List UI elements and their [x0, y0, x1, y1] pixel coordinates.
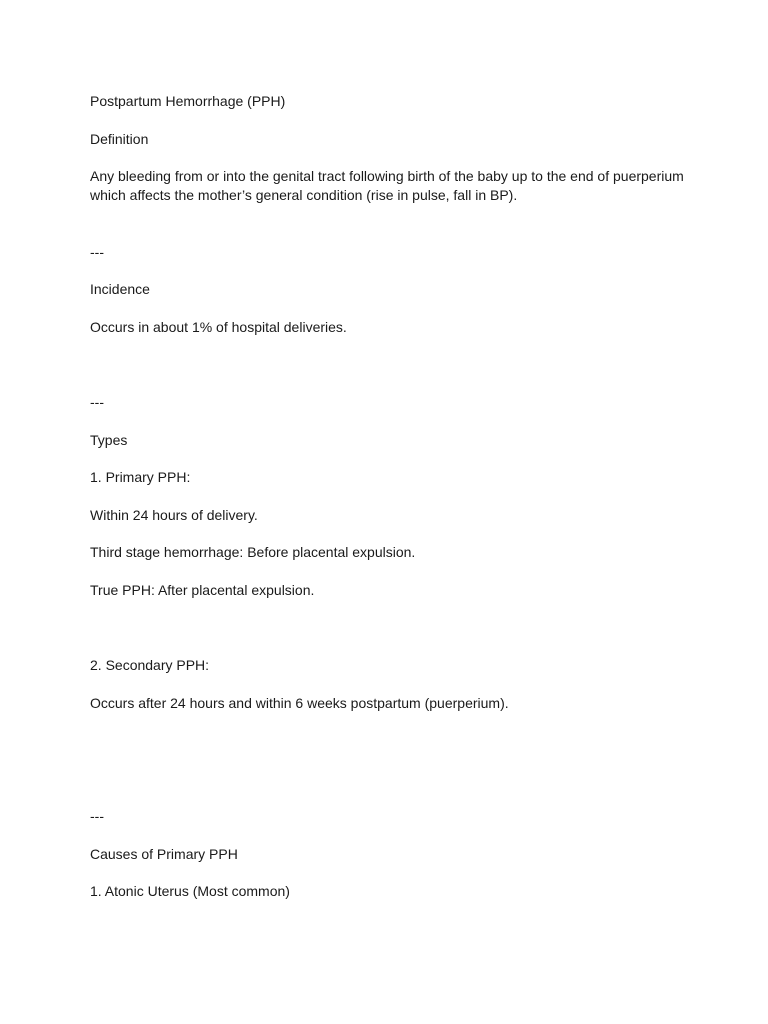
- incidence-text: Occurs in about 1% of hospital deliveries.: [90, 319, 347, 335]
- primary-pph-third-stage: Third stage hemorrhage: Before placental expulsion.: [90, 544, 416, 560]
- separator: ---: [90, 808, 104, 824]
- secondary-pph-heading: 2. Secondary PPH:: [90, 657, 210, 673]
- primary-pph-timing: Within 24 hours of delivery.: [90, 507, 258, 523]
- separator: ---: [90, 394, 104, 410]
- incidence-heading: Incidence: [90, 281, 150, 297]
- types-heading: Types: [90, 432, 128, 448]
- definition-text: Any bleeding from or into the genital tract following birth of the baby up to the end of puerperium which affects the mother’s general condition (rise in pulse, fall in BP).: [90, 168, 684, 203]
- definition-heading: Definition: [90, 131, 149, 147]
- document-title: Postpartum Hemorrhage (PPH): [90, 93, 286, 109]
- primary-pph-heading: 1. Primary PPH:: [90, 469, 191, 485]
- separator: ---: [90, 244, 104, 260]
- causes-heading: Causes of Primary PPH: [90, 846, 238, 862]
- secondary-pph-text: Occurs after 24 hours and within 6 weeks postpartum (puerperium).: [90, 695, 509, 711]
- primary-pph-true: True PPH: After placental expulsion.: [90, 582, 315, 598]
- cause-item: 1. Atonic Uterus (Most common): [90, 883, 290, 899]
